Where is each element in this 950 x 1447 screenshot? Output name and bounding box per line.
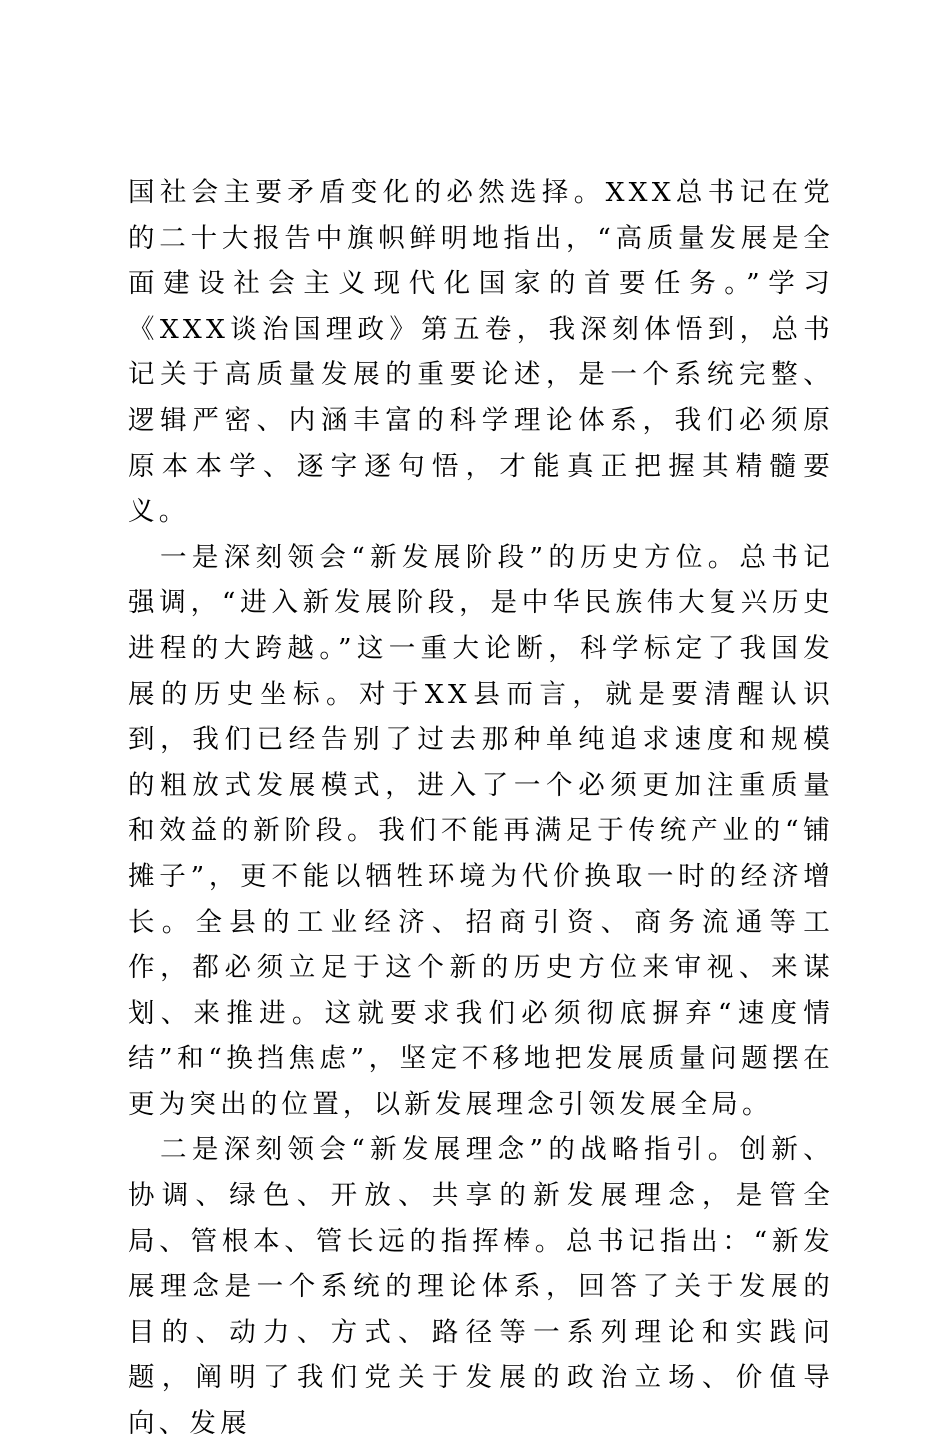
document-page: [128, 170, 834, 1447]
paragraph-intro: 国社会主要矛盾变化的必然选择。XXX总书记在党的二十大报告中旗帜鲜明地指出，“高质量发展是全面建设社会主义现代化国家的首要任务。”学习《XXX谈治国理政》第五卷，我深刻体悟到，总书记关于高质量发展的重要论述，是一个系统完整、逻辑严密、内涵丰富的科学理论体系，我们必须原原本本学、逐字逐句悟，才能真正把握其精髓要义。: [128, 177, 834, 528]
paragraph-point-two: 二是深刻领会“新发展理念”的战略指引。创新、协调、绿色、开放、共享的新发展理念，是管全局、管根本、管长远的指挥棒。总书记指出：“新发展理念是一个系统的理论体系，回答了关于发展的目的、动力、方式、路径等一系列理论和实践问题，阐明了我们党关于发展的政治立场、价值导向、发展: [128, 1134, 834, 1440]
paragraph-point-one: 一是深刻领会“新发展阶段”的历史方位。总书记强调，“进入新发展阶段，是中华民族伟大复兴历史进程的大跨越。”这一重大论断，科学标定了我国发展的历史坐标。对于XX县而言，就是要清醒认识到，我们已经告别了过去那种单纯追求速度和规模的粗放式发展模式，进入了一个必须更加注重质量和效益的新阶段。我们不能再满足于传统产业的“铺摊子”，更不能以牺牲环境为代价换取一时的经济增长。全县的工业经济、招商引资、商务流通等工作，都必须立足于这个新的历史方位来审视、来谋划、来推进。这就要求我们必须彻底摒弃“速度情结”和“换挡焦虑”，坚定不移地把发展质量问题摆在更为突出的位置，以新发展理念引领发展全局。: [128, 541, 834, 1120]
